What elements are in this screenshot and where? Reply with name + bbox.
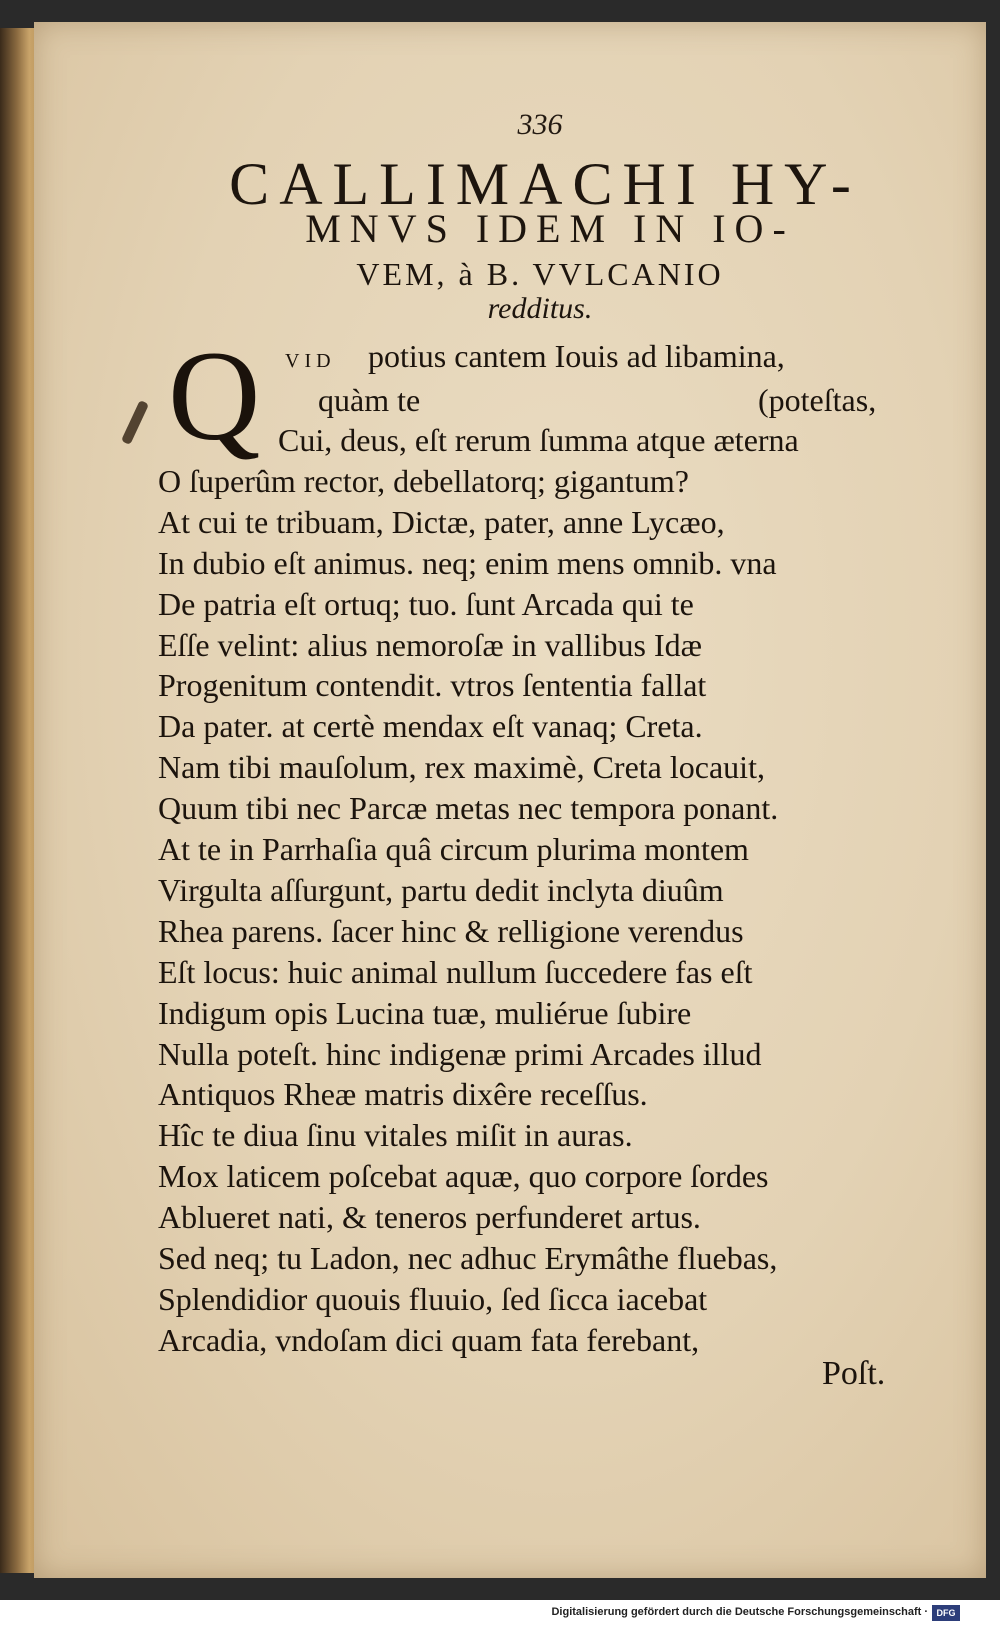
footer-credit: Digitalisierung gefördert durch die Deutsche Forschungsgemeinschaft · [551,1606,928,1618]
poem-line: Nulla poteſt. hinc indigenæ primi Arcades illud [158,1036,762,1072]
poem-line: Sed neq; tu Ladon, nec adhuc Erymâthe fluebas, [158,1240,778,1276]
poem-line: Hîc te diua ſinu vitales miſit in auras. [158,1117,633,1153]
poem-line: Eſſe velint: alius nemoroſæ in vallibus Idæ [158,627,702,663]
poem-line: Antiquos Rheæ matris dixêre receſſus. [158,1076,648,1112]
poem-line: Mox laticem poſcebat aquæ, quo corpore ſordes [158,1158,769,1194]
poem-line: Cui, deus, eſt rerum ſumma atque æterna [278,422,799,458]
poem-line: Quum tibi nec Parcæ metas nec tempora ponant. [158,790,779,826]
poem-line: Progenitum contendit. vtros ſententia fallat [158,667,707,703]
poem-line: Arcadia, vndoſam dici quam fata ferebant, [158,1322,700,1358]
dfg-logo: DFG [932,1605,960,1621]
footer-bar [0,1600,1000,1629]
poem-line-1: potius cantem Iouis ad libamina, [368,338,785,374]
poem-line: In dubio eſt animus. neq; enim mens omnib. vna [158,545,777,581]
poem-line: Nam tibi mauſolum, rex maximè, Creta locauit, [158,749,765,785]
poem-line: At te in Parrhaſia quâ circum plurima montem [158,831,749,867]
poem-line: Ablueret nati, & teneros perfunderet artus. [158,1199,701,1235]
title-line-4: redditus. [487,292,593,325]
title-line-3: VEM, à B. VVLCANIO [356,256,724,292]
poem-line: Da pater. at certè mendax eſt vanaq; Creta. [158,708,703,744]
poem-line: Rhea parens. ſacer hinc & relligione verendus [158,913,744,949]
title-line-1: CALLIMACHI HY- [229,151,861,217]
poem-line: Eſt locus: huic animal nullum ſuccedere fas eſt [158,954,753,990]
catchword: Poſt. [822,1355,886,1392]
page-number: 336 [517,108,563,141]
title-line-2: MNVS IDEM IN IO- [305,206,795,251]
poem-line: O ſuperûm rector, debellatorq; gigantum? [158,463,689,499]
poem-line: At cui te tribuam, Dictæ, pater, anne Lycæo, [158,504,725,540]
poem-line: De patria eſt ortuq; tuo. ſunt Arcada qui te [158,586,694,622]
poem-line-2-left: quàm te [318,382,421,418]
poem-line: Virgulta aſſurgunt, partu dedit inclyta diuûm [158,872,724,908]
poem-line: Indigum opis Lucina tuæ, muliérue ſubire [158,995,692,1031]
drop-cap: Q [168,325,261,467]
poem-line: Splendidior quouis fluuio, ſed ſicca iacebat [158,1281,708,1317]
first-word-small-caps: VID [285,350,336,372]
poem-line-2-right: (poteſtas, [758,382,877,418]
